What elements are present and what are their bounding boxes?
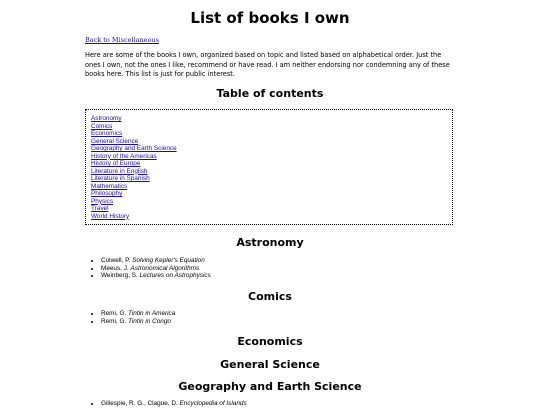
book-list-comics [85,310,175,325]
toc-link-literature-spanish[interactable]: Literature in Spanish [91,175,150,182]
intro-paragraph: Here are some of the books I own, organized based on topic and listed based on alphabetical order. Just the ones I own, not the ones I like, recommend or have read. I am neither endorsing nor condemning any of these books here. This list is just for public interest. [85,51,450,78]
book-title: Lectures on Astrophysics [139,272,211,279]
toc-link-history-europe[interactable]: History of Europe [91,160,141,167]
book-list-astronomy [85,257,211,280]
toc-link-philosophy[interactable]: Philosophy [91,190,123,197]
book-author: Remi, G. [101,310,127,317]
book-list-geography [85,400,247,408]
list-item [101,265,211,273]
book-title: Encyclopedia of Islands [179,400,247,407]
toc-link-history-americas[interactable]: History of the Americas [91,152,157,160]
section-heading-economics: Economics [237,335,303,348]
list-item [101,310,175,318]
book-author: Gillespie, R. G., Clague, D. [101,400,178,407]
toc-link-literature-english[interactable]: Literature in English [91,167,148,175]
list-item [101,272,211,280]
section-heading-astronomy: Astronomy [236,236,304,249]
toc-link-geography[interactable]: Geography and Earth Science [91,145,177,152]
toc-heading: Table of contents [216,87,324,100]
section-heading-general-science: General Science [220,358,320,371]
book-author: Weinberg, S. [101,272,138,279]
book-title: Astronomical Algorithms [130,264,200,272]
book-title: Solving Kepler's Equation [132,257,205,264]
list-item [101,257,211,265]
book-title: Tintin in America [128,310,176,317]
toc-link-economics[interactable]: Economics [91,130,123,137]
toc-link-world-history[interactable]: World History [91,212,130,220]
book-author: Remi, G. [101,317,127,325]
toc-link-comics[interactable]: Comics [91,122,113,130]
section-heading-comics: Comics [248,290,292,303]
toc-link-travel[interactable]: Travel [91,205,109,212]
toc-link-mathematics[interactable]: Mathematics [91,182,128,190]
back-link[interactable]: Back to Miscellaneous [85,36,159,44]
table-of-contents [85,109,453,225]
section-heading-geography: Geography and Earth Science [178,380,362,393]
book-author: Meeus, J. [101,264,129,272]
list-item [101,400,247,408]
toc-link-astronomy[interactable]: Astronomy [91,115,122,122]
toc-link-physics[interactable]: Physics [91,197,114,205]
book-title: Tintin in Congo [128,317,171,325]
book-author: Colwell, P. [101,257,131,264]
list-item [101,318,175,326]
page-title: List of books I own [190,9,350,27]
toc-link-general-science[interactable]: General Science [91,137,139,145]
